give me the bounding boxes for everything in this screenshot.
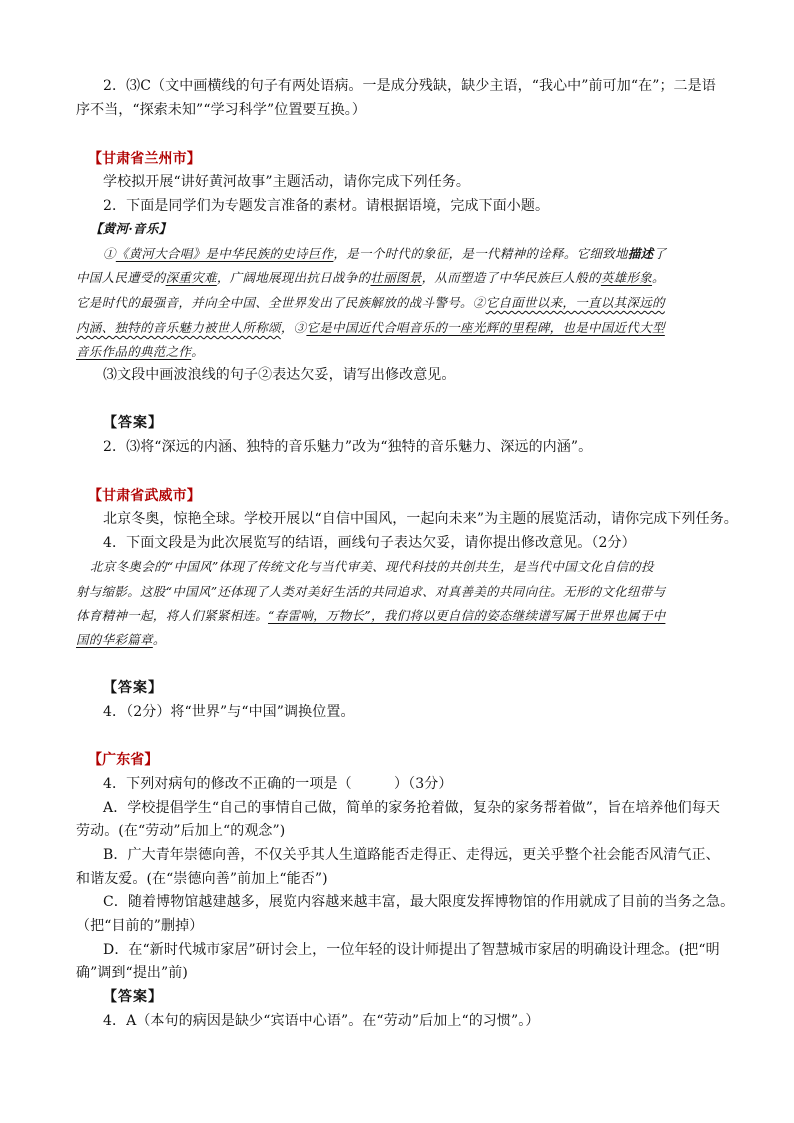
answer-text: 序不当，“探索未知”“学习科学”位置要互换。）	[76, 102, 366, 118]
section-heading: 【甘肃省武威市】	[88, 488, 201, 504]
answer-text: 2．⑶将“深远的内涵、独特的音乐魅力”改为“独特的音乐魅力、深远的内涵”。	[103, 439, 593, 455]
intro-text: 学校拟开展“讲好黄河故事”主题活动，请你完成下列任务。	[103, 174, 471, 190]
question-text: 2．下面是同学们为专题发言准备的素材。请根据语境，完成下面小题。	[103, 198, 550, 214]
answer-label: 【答案】	[103, 680, 163, 696]
option-a: A．学校提倡学生“自己的事情自己做，简单的家务抢着做，复杂的家务帮着做”，旨在培养他们每天	[103, 800, 720, 816]
answer-text: 2．⑶C（文中画横线的句子有两处语病。一是成分残缺，缺少主语，“我心中”前可加“在”；二是语	[103, 78, 716, 94]
passage-line: 内涵、独特的音乐魅力被世人所称颂，③它是中国近代合唱音乐的一座光辉的里程碑，也是中国近代大型	[76, 320, 665, 335]
answer-label: 【答案】	[103, 989, 163, 1005]
material-tag: 【黄河·音乐】	[90, 221, 172, 236]
passage-line: 中国人民遭受的深重灾难，广阔地展现出抗日战争的壮丽图景，从而塑造了中华民族巨人般的英雄形象。	[76, 270, 665, 285]
option-d: D．在“新时代城市家居”研讨会上，一位年轻的设计师提出了智慧城市家居的明确设计理念。(把“明	[103, 942, 720, 958]
option-c: C．随着博物馆越建越多，展览内容越来越丰富，最大限度发挥博物馆的作用就成了目前的当务之急。	[103, 894, 735, 910]
question-text: ⑶文段中画波浪线的句子②表达欠妥，请写出修改意见。	[103, 367, 456, 383]
option-d-cont: 确”调到“提出”前)	[76, 965, 188, 981]
passage-line: 它是时代的最强音，并向全中国、全世界发出了民族解放的战斗警号。②它自面世以来，一直以其深远的	[76, 295, 665, 310]
section-heading: 【广东省】	[88, 752, 159, 768]
answer-text: 4．A（本句的病因是缺少“宾语中心语”。在“劳动”后加上“的习惯”。）	[103, 1013, 540, 1029]
option-c-cont: （把“目前的”删掉）	[76, 918, 204, 934]
passage-line: 体育精神一起，将人们紧紧相连。“春雷响，万物长”，我们将以更自信的姿态继续谱写属于世界也属于中	[76, 608, 666, 623]
question-text: 4．下面文段是为此次展览写的结语，画线句子表达欠妥，请你提出修改意见。（2分）	[103, 535, 636, 551]
passage-line: ①《黄河大合唱》是中华民族的史诗巨作，是一个时代的象征，是一代精神的诠释。它细致地描述了	[103, 246, 667, 261]
passage-line: 国的华彩篇章。	[76, 632, 166, 647]
option-a-cont: 劳动。(在“劳动”后加上“的观念”)	[76, 823, 286, 839]
question-text: 4．下列对病句的修改不正确的一项是（ ）（3分）	[103, 776, 453, 792]
passage-line: 北京冬奥会的“中国风”体现了传统文化与当代审美、现代科技的共创共生，是当代中国文化自信的投	[90, 559, 654, 574]
answer-label: 【答案】	[103, 415, 163, 431]
passage-line: 射与缩影。这股“中国风”还体现了人类对美好生活的共同追求、对真善美的共同向往。无形的文化纽带与	[76, 584, 666, 599]
intro-text: 北京冬奥，惊艳全球。学校开展以“自信中国风，一起向未来”为主题的展览活动，请你完成下列任务。	[103, 511, 738, 527]
answer-text: 4．（2分）将“世界”与“中国”调换位置。	[103, 704, 355, 720]
option-b: B．广大青年崇德向善，不仅关乎其人生道路能否走得正、走得远，更关乎整个社会能否风清气正、	[103, 847, 720, 863]
passage-line: 音乐作品的典范之作。	[76, 344, 205, 359]
section-heading: 【甘肃省兰州市】	[88, 151, 201, 167]
option-b-cont: 和谐友爱。(在“崇德向善”前加上“能否”)	[76, 871, 328, 887]
